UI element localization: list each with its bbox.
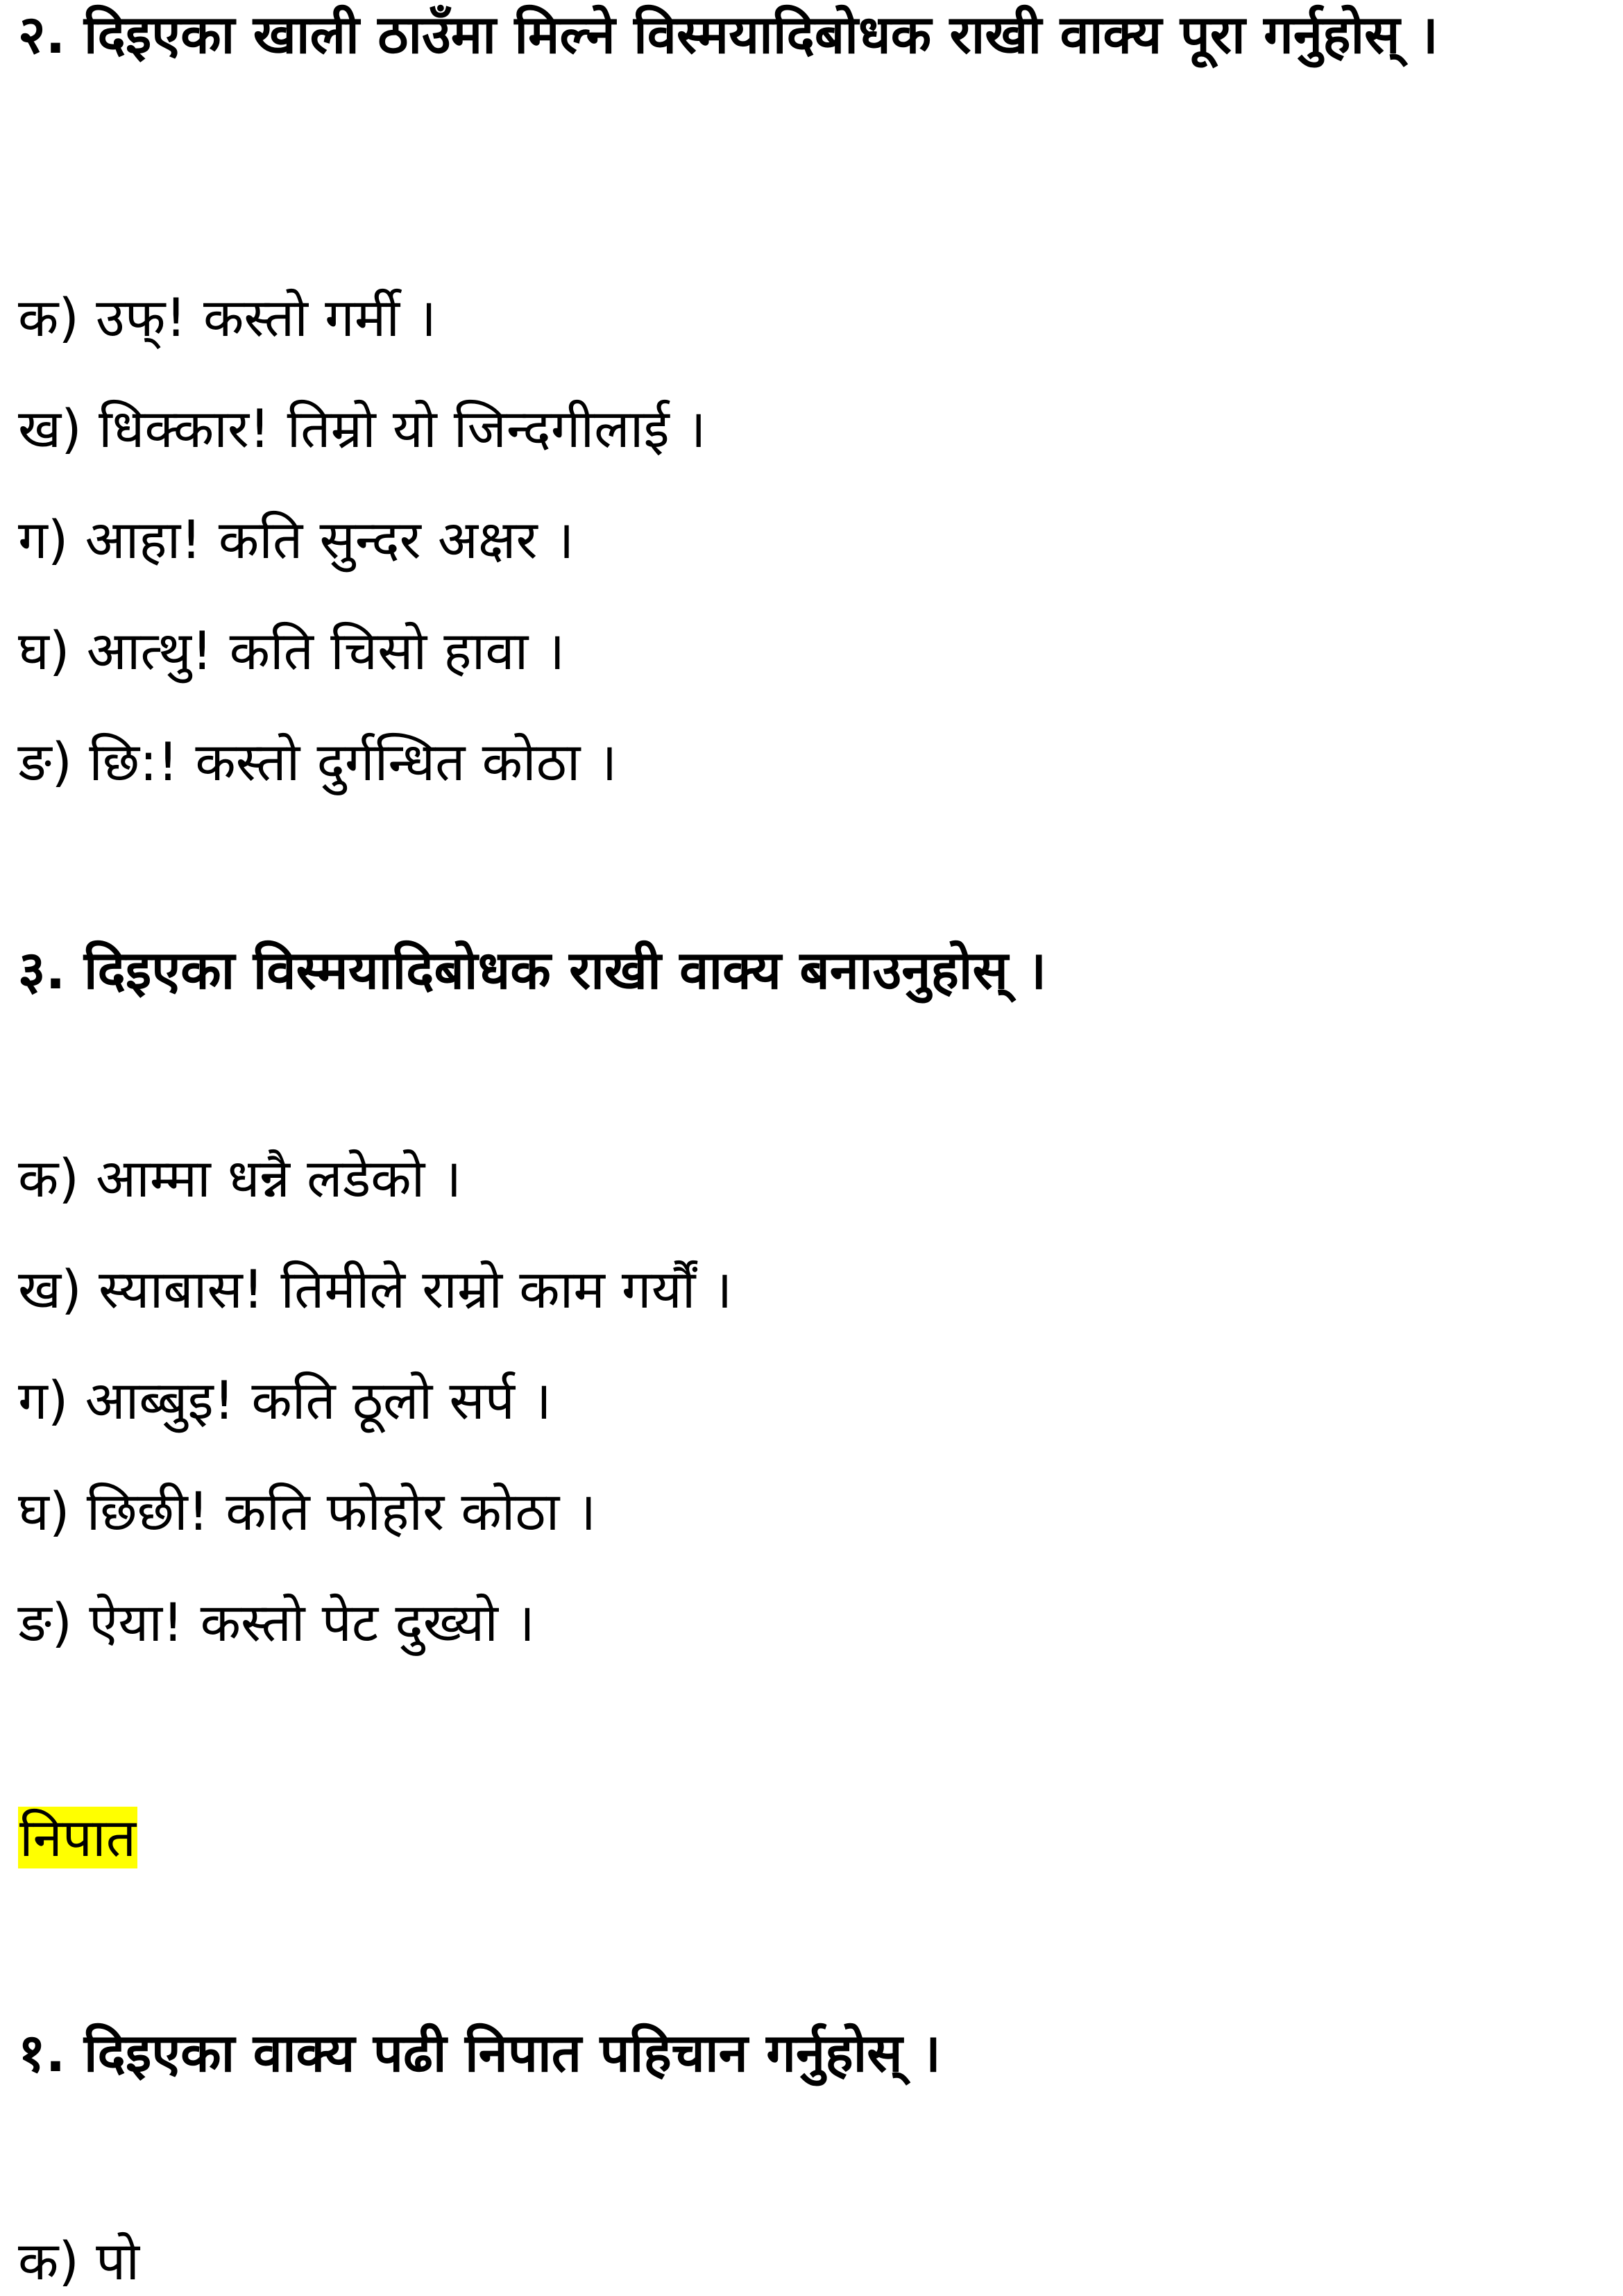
- section-2-item-gha: घ) आत्थु! कति चिसो हावा ।: [18, 620, 566, 682]
- nipat-title-text: निपात: [19, 1807, 137, 1868]
- section-3-item-nga: ङ) ऐया! कस्तो पेट दुख्यो ।: [18, 1592, 535, 1653]
- section-3-heading: ३. दिइएका विस्मयादिबोधक राखी वाक्य बनाउनुहोस् ।: [18, 939, 1047, 1001]
- section-2-item-kha: ख) धिक्कार! तिम्रो यो जिन्दगीलाई ।: [18, 398, 706, 459]
- nipat-section-title: [18, 1803, 137, 1873]
- section-3-item-gha: घ) छिछी! कति फोहोर कोठा ।: [18, 1480, 597, 1542]
- section-2-heading: २. दिइएका खाली ठाउँमा मिल्ने विस्मयादिबोधक राखी वाक्य पूरा गर्नुहोस् ।: [18, 3, 1438, 65]
- section-2-item-ga: ग) आहा! कति सुन्दर अक्षर ।: [18, 509, 575, 571]
- section-3-item-kha: ख) स्याबास! तिमीले राम्रो काम गर्यौं ।: [18, 1258, 733, 1320]
- section-2-item-ka: क) उफ्! कस्तो गर्मी ।: [18, 287, 437, 348]
- section-3-item-ka: क) आम्मा धन्नै लडेको ।: [18, 1147, 462, 1209]
- nipat-item-ka: क) पो: [18, 2230, 140, 2292]
- section-2-item-nga: ङ) छि:! कस्तो दुर्गन्धित कोठा ।: [18, 731, 618, 793]
- section-3-item-ga: ग) आब्बुइ! कति ठूलो सर्प ।: [18, 1369, 552, 1431]
- nipat-question-1-heading: १. दिइएका वाक्य पढी निपात पहिचान गर्नुहोस् ।: [18, 2022, 941, 2084]
